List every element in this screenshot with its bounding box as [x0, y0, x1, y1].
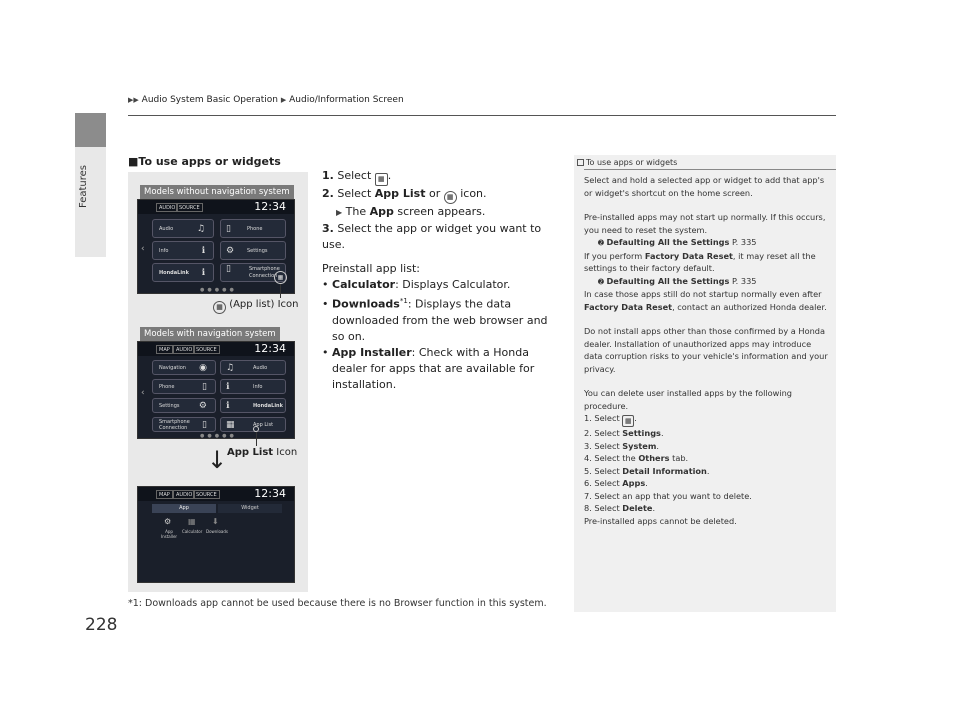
tab-widget: Widget: [218, 504, 282, 513]
ref-arrow-icon: ➋: [598, 239, 604, 247]
app-installer-label: App Installer: [160, 529, 178, 539]
calculator-icon: ▦: [188, 517, 196, 526]
info-icon: ℹ: [226, 401, 230, 411]
note-body: [584, 174, 830, 527]
note-title: To use apps or widgets: [577, 158, 677, 167]
del-step-5: 5. Select Detail Information.: [584, 465, 710, 476]
pill-audio: AUDIO: [156, 203, 178, 212]
pill-source: SOURCE: [193, 490, 220, 499]
page-dots: ●●●●●: [200, 433, 237, 439]
home-icon: ▦: [622, 415, 634, 427]
header-divider: [128, 115, 836, 116]
pill-audio: AUDIO: [173, 345, 195, 354]
footnote: *1: Downloads app cannot be used because there is no Browser function in this system.: [128, 598, 547, 609]
side-tab-marker: [75, 113, 106, 147]
note-p1: Select and hold a selected app or widget to add that app's or widget's shortcut on the home screen.: [584, 175, 825, 198]
down-arrow-icon: ↓: [207, 446, 228, 474]
tab-app: App: [152, 504, 216, 513]
label-with-nav: Models with navigation system: [140, 327, 280, 341]
info-icon: ℹ: [201, 268, 205, 278]
phone-icon: ▯: [226, 224, 231, 234]
note-p3: If you perform Factory Data Reset, it may reset all the settings to their factory default.: [584, 250, 816, 273]
info-icon: ℹ: [201, 246, 205, 256]
navigation-icon: ◉: [199, 363, 207, 373]
pill-source: SOURCE: [193, 345, 220, 354]
tile-app-list: App List ▦: [220, 417, 286, 432]
callout-line: [280, 284, 281, 298]
gear-icon: ⚙: [226, 246, 235, 256]
gear-icon: ⚙: [198, 401, 207, 411]
steps-block: [322, 168, 562, 393]
app-list-icon: ▦: [213, 301, 226, 314]
app-list-icon: ▦: [444, 191, 457, 204]
note-p6: You can delete user installed apps by the following procedure.: [584, 388, 792, 411]
tile-settings: Settings ⚙: [152, 398, 216, 413]
tile-smartphone: Smartphone Connection ▯: [152, 417, 216, 432]
del-step-6: 6. Select Apps.: [584, 478, 648, 488]
del-step-7: 7. Select an app that you want to delete.: [584, 490, 752, 501]
tile-settings: Settings ⚙: [220, 241, 286, 260]
breadcrumb-item-1[interactable]: Audio System Basic Operation: [141, 95, 278, 105]
note-p5: Do not install apps other than those confirmed by a Honda dealer. Installation of unauthorized apps may introduce data corruption risks to your vehicle's information and your privacy.: [584, 326, 828, 374]
screen-clock: 12:34: [254, 487, 286, 500]
screen-clock: 12:34: [254, 200, 286, 213]
preinstall-label: Preinstall app list:: [322, 262, 420, 275]
step-2-result: ▶ The App screen appears.: [336, 205, 486, 218]
tile-info: Info ℹ: [152, 241, 214, 260]
app-list-callout: App List Icon: [227, 447, 298, 458]
tile-hondalink: HondaLink ℹ: [220, 398, 286, 413]
chevron-left-icon: ‹: [141, 388, 145, 398]
pill-audio: AUDIO: [173, 490, 195, 499]
downloads-icon: ⬇: [212, 517, 219, 526]
breadcrumb: [128, 95, 404, 105]
page-dots: ●●●●●: [200, 287, 237, 293]
callout-line: [256, 432, 257, 446]
note-ref-2[interactable]: ➋ Defaulting All the Settings P. 335: [598, 275, 757, 286]
del-step-4: 4. Select the Others tab.: [584, 453, 689, 463]
app-installer-icon: ⚙: [164, 517, 172, 526]
square-bullet-icon: ■: [128, 155, 139, 168]
music-note-icon: ♫: [196, 224, 205, 234]
page-number: 228: [85, 615, 118, 635]
note-marker-icon: [577, 159, 584, 166]
bullet-downloads: • Downloads$^{*1}$: Displays the data downloaded from the web browser and so on.: [322, 297, 548, 343]
note-p2: Pre-installed apps may not start up normally. If this occurs, you need to reset the system.: [584, 212, 826, 235]
result-arrow-icon: ▶: [336, 208, 343, 217]
breadcrumb-arrow-icon: ▶: [280, 96, 287, 104]
smartphone-icon: ▯: [202, 420, 207, 430]
breadcrumb-arrow-icon: ▶▶: [128, 96, 139, 104]
step-3: 3. Select the app or widget you want to use.: [322, 222, 542, 251]
calculator-label: Calculator: [182, 529, 203, 534]
screen-clock: 12:34: [254, 342, 286, 355]
ref-arrow-icon: ➋: [598, 277, 604, 286]
app-list-round-icon: ▦: [274, 271, 287, 284]
tile-audio: Audio ♫: [152, 219, 214, 238]
del-step-3: 3. Select System.: [584, 440, 659, 451]
del-step-2: 2. Select Settings.: [584, 428, 664, 438]
screen-home-no-nav: [137, 199, 295, 294]
label-without-nav: Models without navigation system: [140, 185, 294, 199]
section-title: ■To use apps or widgets: [128, 155, 281, 168]
phone-icon: ▯: [202, 382, 207, 392]
tile-audio: Audio ♫: [220, 360, 286, 375]
info-icon: ℹ: [226, 382, 230, 392]
screen-app-list: [137, 486, 295, 583]
app-list-icon-caption: ▦ (App list) Icon: [213, 299, 298, 314]
home-icon: ▦: [375, 173, 388, 186]
step-1: 1. Select ▦ .: [322, 168, 562, 186]
tile-phone: Phone ▯: [152, 379, 216, 394]
note-ref-1[interactable]: ➋ Defaulting All the Settings P. 335: [598, 237, 757, 247]
del-step-1: 1. Select ▦ .: [584, 413, 637, 425]
tile-smartphone: Smartphone Connection ▯: [220, 263, 286, 282]
bullet-app-installer: • App Installer: Check with a Honda dealer for apps that are available for installation.: [322, 345, 535, 391]
breadcrumb-item-2[interactable]: Audio/Information Screen: [289, 95, 404, 105]
screen-home-nav: [137, 341, 295, 439]
tile-phone: Phone ▯: [220, 219, 286, 238]
tile-hondalink: HondaLink ℹ: [152, 263, 214, 282]
pill-source: SOURCE: [176, 203, 203, 212]
smartphone-icon: ▯: [226, 264, 231, 274]
tile-navigation: Navigation ◉: [152, 360, 216, 375]
note-p7: Pre-installed apps cannot be deleted.: [584, 515, 737, 526]
pill-map: MAP: [156, 490, 173, 499]
bullet-calculator: • Calculator: Displays Calculator.: [322, 278, 511, 291]
note-divider: [584, 169, 836, 170]
music-note-icon: ♫: [226, 363, 235, 373]
app-list-icon: ▦: [226, 420, 235, 430]
del-step-8: 8. Select Delete.: [584, 503, 656, 513]
note-p4: In case those apps still do not startup normally even after Factory Data Reset, contact an authorized Honda dealer.: [584, 289, 827, 312]
side-tab-label: Features: [78, 165, 89, 208]
step-2: 2. Select App List or ▦ icon.: [322, 186, 562, 204]
chevron-left-icon: ‹: [141, 244, 145, 254]
downloads-label: Downloads: [206, 529, 228, 534]
pill-map: MAP: [156, 345, 173, 354]
tile-info: Info ℹ: [220, 379, 286, 394]
